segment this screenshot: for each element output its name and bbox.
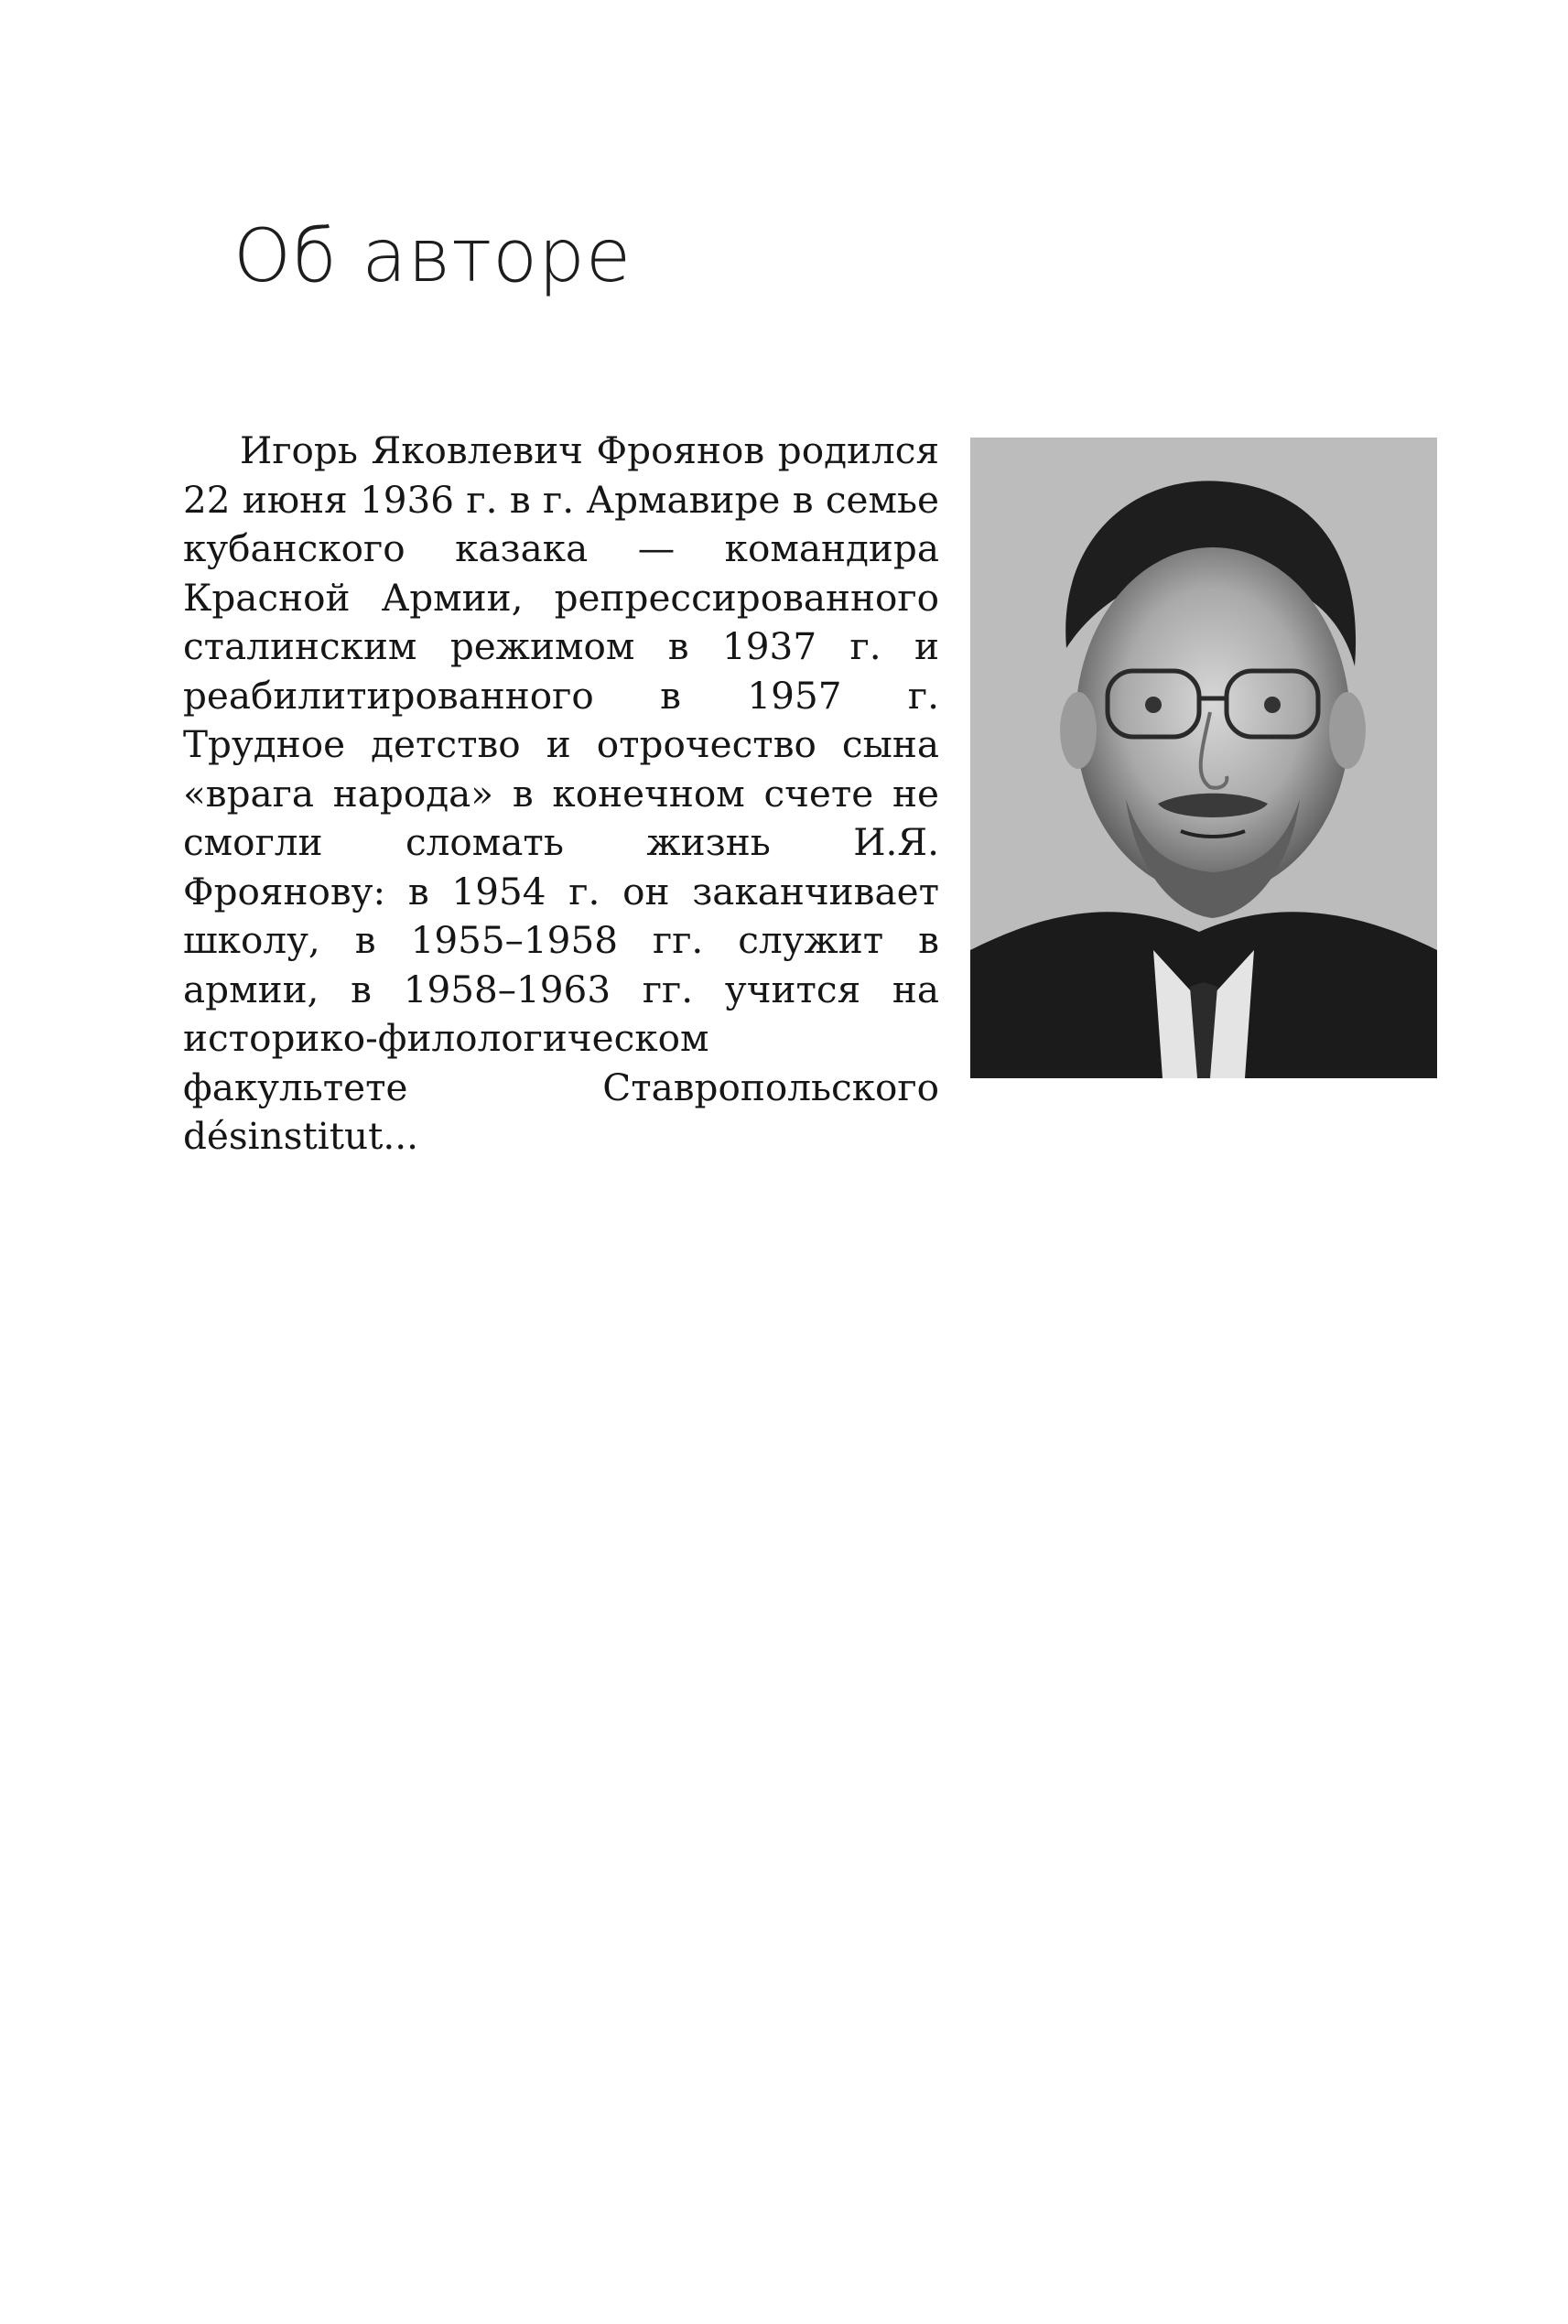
body-text <box>183 427 1437 2257</box>
portrait-photo <box>970 438 1437 1078</box>
page-title: Об авторе <box>233 213 633 298</box>
portrait-illustration-icon <box>970 438 1437 1078</box>
paragraph: Игорь Яковлевич Фроянов родился 22 июня 1936 г. в г. Армавире в семье кубанского казака — командира Красной Армии, репрессированного сталинским режимом в 1937 г. и реабилитированного в 1957 г. Трудное детство и отрочество сына «врага народа» в конечном счете не смогли сломать жизнь И.Я. Фроянову: в 1954 г. он заканчивает школу, в 1955–1958 гг. служит в армии, в 1958–1963 гг. учится на историко-филологическом факультете Ставропольского désinstitut... <box>183 428 939 1158</box>
